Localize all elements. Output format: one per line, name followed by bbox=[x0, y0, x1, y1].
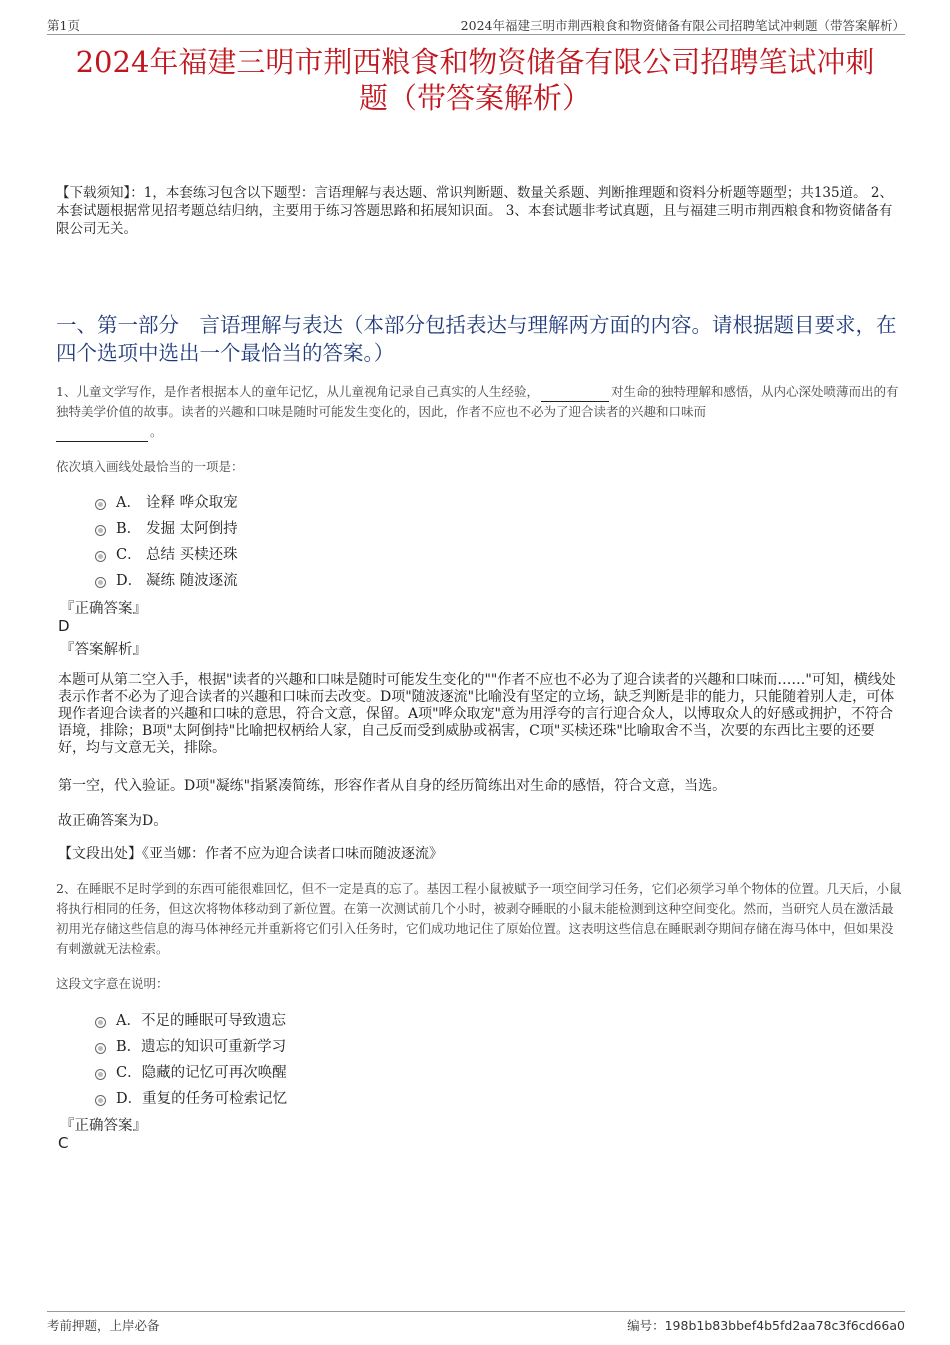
q1-text-part-c: 。 bbox=[150, 424, 163, 439]
q2-answer-label: 『正确答案』 bbox=[60, 1118, 147, 1134]
header-doc-title: 2024年福建三明市荆西粮食和物资储备有限公司招聘笔试冲刺题（带答案解析） bbox=[460, 18, 905, 33]
question-1-text bbox=[56, 382, 902, 442]
radio-icon[interactable] bbox=[95, 1017, 106, 1028]
q2-option-b[interactable]: B． 遗忘的知识可重新学习 bbox=[95, 1032, 287, 1058]
q1-option-c[interactable]: C． 总结 买椟还珠 bbox=[95, 540, 238, 566]
q1-text-part-b: 对生命的独特理解和感悟，从内心深处喷薄而出的有独特美学价值的故事。读者的兴趣和口味是随时可能发生变化的，因此，作者不应也不必为了迎合读者的兴趣和口味而 bbox=[56, 384, 899, 419]
radio-icon[interactable] bbox=[95, 525, 106, 536]
q1-option-b[interactable]: B． 发掘 太阿倒持 bbox=[95, 514, 238, 540]
title-line-1: 2024年福建三明市荆西粮食和物资储备有限公司招聘笔试冲刺 bbox=[75, 45, 875, 79]
footer-code: 编号：198b1b83bbef4b5fd2aa78c3f6cd66a0 bbox=[627, 1318, 905, 1333]
radio-icon[interactable] bbox=[95, 551, 106, 562]
q2-option-d[interactable]: D． 重复的任务可检索记忆 bbox=[95, 1084, 287, 1110]
fill-blank-2 bbox=[56, 427, 148, 442]
q1-answer-label: 『正确答案』 bbox=[60, 601, 147, 617]
q1-options bbox=[95, 488, 238, 592]
q1-option-d[interactable]: D． 凝练 随波逐流 bbox=[95, 566, 238, 592]
q2-option-a[interactable]: A． 不足的睡眠可导致遗忘 bbox=[95, 1006, 287, 1032]
radio-icon[interactable] bbox=[95, 1095, 106, 1106]
q1-option-a[interactable]: A． 诠释 哗众取宠 bbox=[95, 488, 238, 514]
q1-analysis-label: 『答案解析』 bbox=[60, 642, 147, 658]
q2-option-c[interactable]: C． 隐藏的记忆可再次唤醒 bbox=[95, 1058, 287, 1084]
radio-icon[interactable] bbox=[95, 499, 106, 510]
q2-options bbox=[95, 1006, 287, 1110]
section-heading: 一、第一部分 言语理解与表达（本部分包括表达与理解两方面的内容。请根据题目要求，在四个选项中选出一个最恰当的答案。） bbox=[56, 313, 897, 365]
page-footer bbox=[47, 1311, 905, 1334]
page-number: 第1页 bbox=[47, 18, 80, 33]
radio-icon[interactable] bbox=[95, 1069, 106, 1080]
page-title bbox=[40, 44, 910, 116]
q2-answer: C bbox=[58, 1134, 69, 1152]
radio-icon[interactable] bbox=[95, 577, 106, 588]
q1-analysis-p2: 第一空，代入验证。D项"凝练"指紧凑简练，形容作者从自身的经历简练出对生命的感悟，符合文意，当选。 bbox=[58, 778, 727, 794]
fill-blank-1 bbox=[541, 387, 609, 402]
q2-prompt: 这段文字意在说明： bbox=[56, 976, 169, 991]
q1-analysis-p1: 本题可从第二空入手，根据"读者的兴趣和口味是随时可能发生变化的""作者不应也不必为了迎合读者的兴趣和口味而……"可知，横线处表示作者不必为了迎合读者的兴趣和口味而去改变。D项"随波逐流"比喻没有坚定的立场，缺乏判断是非的能力，只能随着别人走，可体现作者迎合读者的兴趣和口味的意思，符合文意，保留。A项"哗众取宠"意为用浮夸的言行迎合众人，以博取众人的好感或拥护，不符合语境，排除；B项"太阿倒持"比喻把权柄给人家，自己反而受到威胁或祸害，C项"买椟还珠"比喻取舍不当，次要的东西比主要的还要好，均与文意无关，排除。 bbox=[58, 672, 896, 756]
page-header bbox=[47, 14, 905, 35]
q1-text-part-a: 1、儿童文学写作，是作者根据本人的童年记忆，从儿童视角记录自己真实的人生经验， bbox=[56, 384, 539, 399]
title-line-2: 题（带答案解析） bbox=[358, 81, 591, 115]
q1-source: 【文段出处】《亚当娜：作者不应为迎合读者口味而随波逐流》 bbox=[58, 846, 443, 862]
radio-icon[interactable] bbox=[95, 1043, 106, 1054]
q1-analysis-p3: 故正确答案为D。 bbox=[58, 813, 168, 829]
footer-slogan: 考前押题，上岸必备 bbox=[47, 1318, 160, 1333]
q1-prompt: 依次填入画线处最恰当的一项是： bbox=[56, 459, 244, 474]
download-notice: 【下载须知】：1，本套练习包含以下题型：言语理解与表达题、常识判断题、数量关系题、判断推理题和资料分析题等题型；共135道。 2、本套试题根据常见招考题总结归纳，主要用于练习答题思路和拓展知识面。 3、本套试题非考试真题，且与福建三明市荆西粮食和物资储备有限公司无关。 bbox=[56, 185, 893, 237]
question-2-text: 2、在睡眠不足时学到的东西可能很难回忆，但不一定是真的忘了。基因工程小鼠被赋予一项空间学习任务，它们必须学习单个物体的位置。几天后，小鼠将执行相同的任务，但这次将物体移动到了新位置。在第一次测试前几个小时，被剥夺睡眠的小鼠未能检测到这种空间变化。然而，当研究人员在激活最初用光存储这些信息的海马体神经元并重新将它们引入任务时，它们成功地记住了原始位置。这表明这些信息在睡眠剥夺期间存储在海马体中，但如果没有刺激就无法检索。 bbox=[56, 881, 902, 956]
q1-answer: D bbox=[58, 617, 70, 635]
